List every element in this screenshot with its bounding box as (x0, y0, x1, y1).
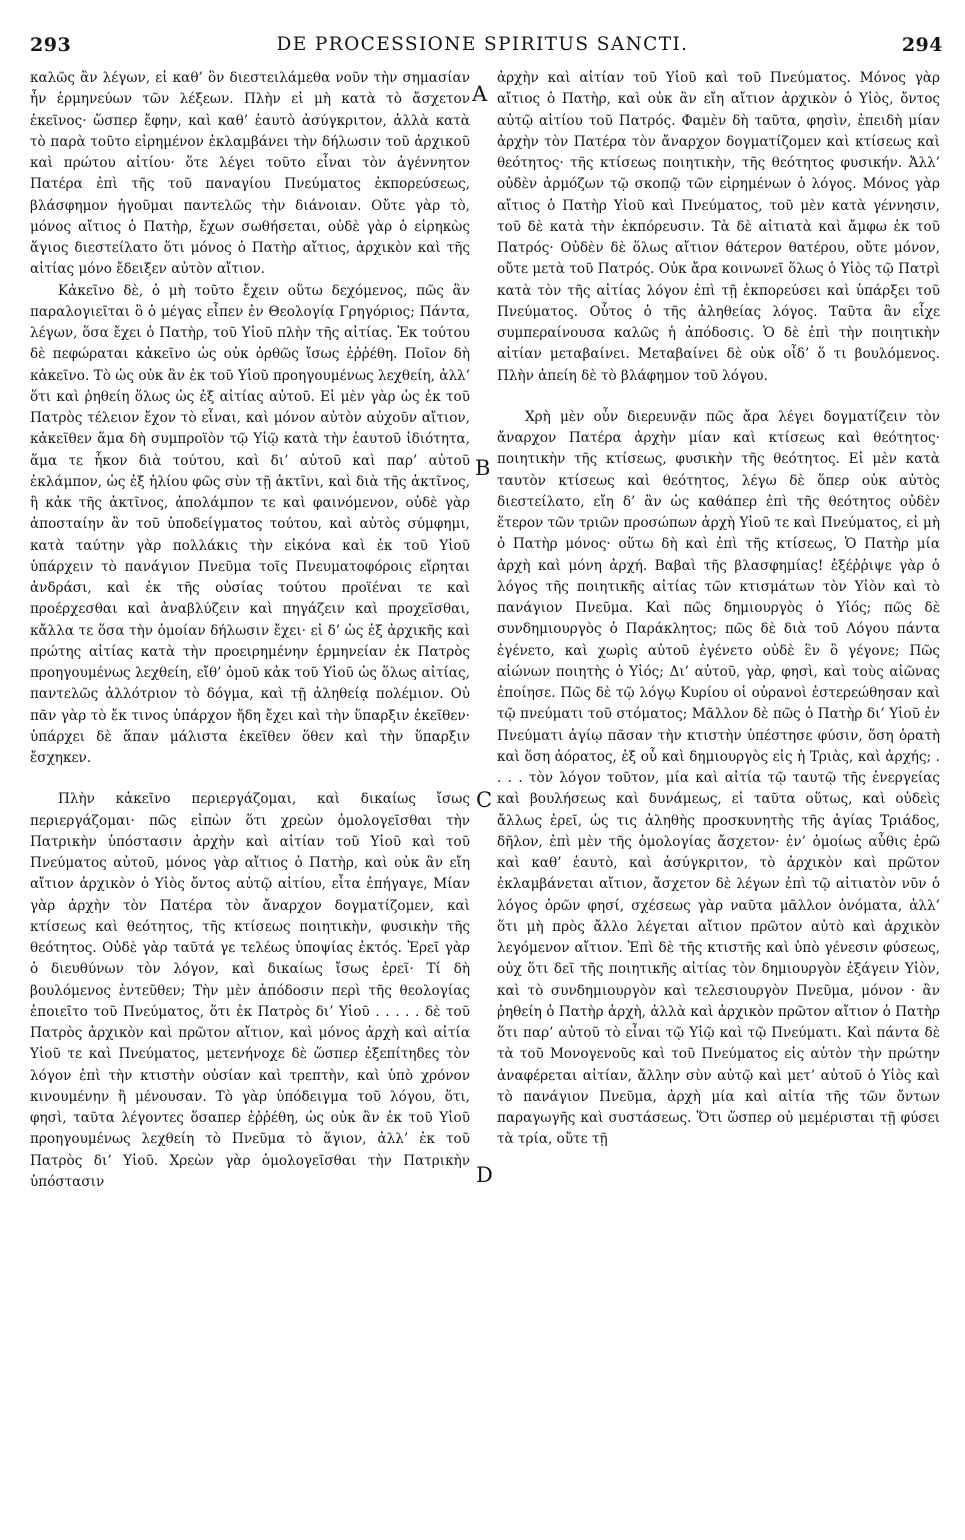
running-header (0, 0, 965, 64)
margin-marker-c: C (476, 788, 493, 812)
left-paragraph-1: καλῶς ἂν λέγων, εἰ καθ’ ὃν διεστειλάμεθα νοῦν τὴν σημασίαν ἦν ἑρμηνεύων τῶν λέξεων. Πλὴν εἰ μὴ κατὰ τὸ ἄσχετον ἐκεῖνος· ὥσπερ ἔφην, καὶ καθ’ ἑαυτὸ ἀσύγκριτον, ἀλλὰ κατὰ τὸ παρὰ τοῦτο εἰρημένον ἐκλαμβάνει τὴν δήλωσιν τοῦ ἀρχικοῦ καὶ πρώτου αἰτίου· ὅτε λέγει τοῦτο εἶναι τὸν ἀγέννητον Πατέρα ἐπὶ τῆς τοῦ παναγίου Πνεύματος ἐκπορεύσεως, βλάσφημον ἡγοῦμαι παντελῶς τὴν διάνοιαν. Οὔτε γὰρ τὸ, μόνος αἴτιος ὁ Πατὴρ, ἔχων σωθήσεται, οὐδὲ γὰρ ὁ εἰρηκὼς ἅγιος διεστείλατο ὅτι μόνος ὁ Πατὴρ αἴτιος, ἀρχικὸν καὶ τῆς αἰτίας μόνο ἔδειξεν αὐτὸν αἴτιον. (30, 70, 470, 278)
running-title: DE PROCESSIONE SPIRITUS SANCTI. (276, 34, 689, 55)
left-page-number: 293 (30, 34, 72, 56)
left-paragraph-3: Πλὴν κἀκεῖνο περιεργάζομαι, καὶ δικαίως ἴσως περιεργάζομαι· πῶς εἰπὼν ὅτι χρεὼν ὁμολογεῖσθαι τὴν Πατρικὴν ὑπόστασιν ἀρχὴν καὶ αἰτίαν τοῦ Υἱοῦ καὶ τοῦ Πνεύματος αὐτοῦ, μόνος γὰρ αἴτιος ὁ Πατὴρ, καὶ οὐκ ἂν εἴη αἴτιον ἀρχικὸν ὁ Υἱὸς ὄντος αὐτῷ αἰτίου, εἶτα ἐπήγαγε, Μίαν γὰρ ἀρχὴν τὸν Πατέρα τὸν ἄναρχον δογματίζομεν, καὶ κτίσεως καὶ θεότητος, τῆς κτίσεως ποιητικὴν, φυσικὴν τῆς θεότητος. Οὐδὲ γὰρ ταῦτά γε τελέως ὑποψίας ἐκτός. Ἐρεῖ γὰρ ὁ διευθύνων τὸν λόγον, καὶ δικαίως ἴσως ἐρεῖ· Τί δὴ βουλόμενος ἐντεῦθεν; Τὴν μὲν ἀπόδοσιν περὶ τῆς θεολογίας ἐποιεῖτο τοῦ Πνεύματος, ὅτι ἐκ Πατρὸς δι’ Υἱοῦ . . . . . δὲ τοῦ Πατρὸς ἀρχικὸν καὶ πρῶτον αἴτιον, καὶ μόνος ἀρχὴ καὶ αἰτία Υἱοῦ τε καὶ Πνεύματος, μετενήνοχε δὲ ὥσπερ ἐξεπίτηδες τὸν λόγον ἐπὶ τὴν κτιστὴν οὐσίαν καὶ τρεπτὴν, καὶ ὑπὸ χρόνον κινουμένην ἢ μένουσαν. Τὸ γὰρ ὑπόδειγμα τοῦ λόγου, ὅτι, φησὶ, ταῦτα λέγοντες ὅσαπερ ἐῤῥέθη, ὡς οὐκ ἂν ἐκ τοῦ Υἱοῦ προηγουμένως λεχθείη τὸ Πνεῦμα τὸ ἅγιον, ἀλλ’ ἐκ τοῦ Πατρὸς δι’ Υἱοῦ. Χρεὼν γὰρ ὁμολογεῖσθαι τὴν Πατρικὴν ὑπόστασιν (30, 791, 470, 1190)
margin-marker-b: B (475, 456, 491, 480)
right-column (497, 68, 940, 1151)
right-paragraph-2: Χρὴ μὲν οὖν διερευνᾷν πῶς ἄρα λέγει δογματίζειν τὸν ἄναρχον Πατέρα ἀρχὴν μίαν καὶ κτίσεως καὶ θεότητος· ποιητικὴν τῆς κτίσεως, φυσικὴν τῆς θεότητος. Εἰ μὲν κατὰ ταυτὸν κτίσεως καὶ θεότητος, λέγω δὲ ὅπερ οὐκ αὐτὸς διεστείλατο, εἴη δ’ ἂν ὡς καθάπερ ἐπὶ τῆς θεότητος οὐδὲν ἕτερον τῶν τριῶν προσώπων ἀρχὴ Υἱοῦ τε καὶ Πνεύματος, εἰ μὴ ὁ Πατὴρ μόνος· οὕτω δὴ καὶ ἐπὶ τῆς κτίσεως, Ὁ Πατὴρ μία ἀρχὴ καὶ μόνη ἀρχή. Βαβαὶ τῆς βλασφημίας! ἐξέῤῥιψε γὰρ ὁ λόγος τῆς ποιητικῆς αἰτίας τῶν κτισμάτων τὸν Υἱὸν καὶ τὸ πανάγιον Πνεῦμα. Καὶ πῶς δημιουργὸς ὁ Υἱός; πῶς δὲ συνδημιουργὸς ὁ Παράκλητος; πῶς δὲ διὰ τοῦ Λόγου πάντα ἐγένετο, καὶ χωρὶς αὐτοῦ ἐγένετο οὐδὲ ἓν ὃ γέγονε; Πῶς αἰώνων ποιητὴς ὁ Υἱός; Δι’ αὐτοῦ, γὰρ, φησὶ, καὶ τοὺς αἰῶνας ἐποίησε. Πῶς δὲ τῷ λόγῳ Κυρίου οἱ οὐρανοὶ ἐστερεώθησαν καὶ τῷ πνεύματι τοῦ στόματος; Μᾶλλον δὲ πῶς ὁ Πατὴρ δι’ Υἱοῦ ἐν Πνεύματι ἁγίῳ πᾶσαν τὴν κτιστὴν ὑπέστησε φύσιν, ὅση ὁρατὴ καὶ ὅση ἀόρατος, ἐξ οὗ καὶ δημιουργὸς εἰς ἡ Τριὰς, καὶ ἀρχής; . . . . τὸν λόγον τοῦτον, μία καὶ αἰτία τῷ ταυτῷ τῆς ἐνεργείας καὶ βουλήσεως καὶ δυνάμεως, εἰ ταῦτα οὕτως, καὶ οὐδεὶς ἄλλως ἐρεῖ, ὡς τις ἀληθὴς προσκυνητὴς τῆς ἁγίας Τριάδος, δῆλον, ἐπὶ μὲν τῆς ὁμολογίας ἄσχετον· ἐν’ ὁμοίως αὖθις ἐρῶ καὶ καθ’ ἑαυτὸ, καὶ ἀσύγκριτον, τὸ ἀρχικὸν καὶ πρῶτον ἐκλαμβάνεται αἴτιον, ἄσχετον δὲ λέγων ἐπὶ τῷ αἰτιατὸν νῦν ὁ λόγος ὁρῶν φησί, σχέσεως γὰρ ναῦτα μᾶλλον ὀνόματα, ἀλλ’ ὅτι μὴ πρὸς ἄλλο λέγεται αἴτιον πρῶτον αὐτὸ καὶ ἀρχικὸν λεγόμενον αἴτιον. Ἐπὶ δὲ τῆς κτιστῆς καὶ ὑπὸ γένεσιν φύσεως, οὐχ ὅτι δεῖ τῆς ποιητικῆς αἰτίας τὸν δημιουργὸν ἐξάγειν Υἱὸν, καὶ τὸ συνδημιουργὸν καὶ τελεσιουργὸν Πνεῦμα, μόνον · ἂν ῥηθείη ὁ Πατὴρ ἀρχὴ, ἀλλὰ καὶ ἀρχικὸν πρῶτον αἴτιον ὁ Πατὴρ ὅτι παρ’ αὐτοῦ τὸ εἶναι τῷ Υἱῷ καὶ τῷ Πνεύματι. Καὶ πάντα δὲ τὰ τοῦ Μονογενοῦς καὶ τοῦ Πνεύματος εἰς αὐτὸν τὴν πρώτην ἀναφέρεται αἰτίαν, ἄλλην σὺν αὐτῷ καὶ μετ’ αὐτοῦ ὁ Υἱὸς καὶ τὸ πανάγιον Πνεῦμα, ἀρχὴ μία καὶ αἰτία τῆς τῶν ὄντων παραγωγῆς καὶ συστάσεως. Ὅτι ὥσπερ οὐ μεμέρισται τῇ φύσει τὰ τρία, οὔτε τῇ (497, 408, 940, 1148)
left-column (30, 68, 470, 1193)
right-paragraph-1: ἀρχὴν καὶ αἰτίαν τοῦ Υἱοῦ καὶ τοῦ Πνεύματος. Μόνος γὰρ αἴτιος ὁ Πατὴρ, καὶ οὐκ ἂν εἴη αἴτιον ἀρχικὸν ὁ Υἱὸς, ὄντος αὐτῷ αἰτίου τοῦ Πατρός. Φαμὲν δὴ ταῦτα, φησὶν, ἐπειδὴ μίαν ἀρχὴν τὸν Πατέρα τὸν ἄναρχον δογματίζομεν καὶ κτίσεως καὶ θεότητος· τῆς κτίσεως ποιητικὴν, τῆς θεότητος φυσικήν. Ἀλλ’ οὐδὲν ἁρμόζων τῷ σκοπῷ τῶν εἰρημένων ὁ λόγος. Μόνος γὰρ αἴτιος ὁ Πατὴρ Υἱοῦ καὶ Πνεύματος, τοῦ μὲν κατὰ γέννησιν, τοῦ δὲ κατὰ τὴν ἐκπόρευσιν. Τὰ δὲ αἰτιατὰ καὶ ἄμφω ἐκ τοῦ Πατρός· Οὐδὲν δὲ ὅλως αἴτιον θάτερον θατέρου, οὔτε μόνον, οὔτε μετὰ τοῦ Πατρός. Οὐκ ἄρα κοινωνεῖ ὅλως ὁ Υἱὸς τῷ Πατρὶ κατὰ τὸν τῆς αἰτίας λόγον ἐπὶ τῇ ἐκπορεύσει καὶ ὑπάρξει τοῦ Πνεύματος. Οὗτος ὁ τῆς ἀληθείας λόγος. Ταῦτα ἂν εἶχε συμπεραίνουσα καλῶς ἡ ἀπόδοσις. Ὁ δὲ ἐπὶ τὴν ποιητικὴν αἰτίαν μεταβαίνει. Μεταβαίνει δὲ οὐκ οἶδ’ ὅ τι βουλόμενος. Πλὴν ἀπείη δὲ τὸ βλάφημον τοῦ λόγου. (497, 70, 940, 384)
left-paragraph-2: Κἀκεῖνο δὲ, ὁ μὴ τοῦτο ἔχειν οὕτω δεχόμενος, πῶς ἂν παραλογιεῖται ὃ ὁ μέγας εἶπεν ἐν Θεολογίᾳ Γρηγόριος; Πάντα, λέγων, ὅσα ἔχει ὁ Πατὴρ, τοῦ Υἱοῦ πλὴν τῆς αἰτίας. Ἐκ τούτου δὲ πεφώραται κἀκεῖνο ὡς οὐκ ὀρθῶς ἴσως ἐῤῥέθη. Ποῖον δὴ κἀκεῖνο. Τὸ ὡς οὐκ ἂν ἐκ τοῦ Υἱοῦ προηγουμένως λεχθείη, ἀλλ’ ὅτι καὶ ῥηθείη ὅλως ὡς ἐξ αἰτίας αὐτοῦ. Εἰ μὲν γὰρ ὡς ἐκ τοῦ Πατρὸς τέλειον ἔχον τὸ εἶναι, καὶ μόνον αὐτὸν αὐχοῦν αἴτιον, κἀκεῖθεν ἅμα δὴ συμπροϊὸν τῷ Υἱῷ κατὰ τὴν ἑαυτοῦ ἰδιότητα, ἅμα τε ἧκον διὰ τούτου, καὶ δι’ αὐτοῦ καὶ παρ’ αὐτοῦ ἐκλάμπον, ὡς ἐξ ἡλίου φῶς σὺν τῇ ἀκτῖνι, καὶ διὰ τῆς ἀκτῖνος, ἢ κἀκ τῆς ἀκτῖνος, ἀπολάμπον τε καὶ φαινόμενον, οὐδὲ γὰρ ἀποσταίην ἂν τοῦ ὑποδείγματος τούτου, καὶ αὐτὸς σύμφημι, κατὰ ταύτην γὰρ πολλάκις τὴν εἰκόνα καὶ ἐκ τοῦ Υἱοῦ ὑπάρχειν τὸ πανάγιον Πνεῦμα τοῖς Πνευματοφόροις εἴρηται ἀνδράσι, καὶ ἐκ τῆς οὐσίας τούτου προϊέναι τε καὶ προέρχεσθαι καὶ ἀναβλύζειν καὶ πηγάζειν καὶ προχεῖσθαι, κἄλλα τε ὅσα τὴν ὁμοίαν δήλωσιν ἔχει· εἰ δ’ ὡς ἐξ ἀρχικῆς καὶ πρώτης αἰτίας κατὰ τὴν προειρημένην ἑρμηνείαν ἐκ Πατρὸς προηγουμένως λεχθείη, εἴθ’ ὁμοῦ κἀκ τοῦ Υἱοῦ ὡς ὅλως αἰτίας, παντελῶς ἀλλότριον τὸ δόγμα, καὶ τῇ ἀληθείᾳ πολέμιον. Οὐ πᾶν γὰρ τὸ ἔκ τινος ὑπάρχον ἤδη ἔχει καὶ τὴν ὕπαρξιν ἐκεῖθεν· ὑπάρχει δὲ ἅπαν μάλιστα ἐκεῖθεν ὅθεν καὶ τὴν ὕπαρξιν ἔσχηκεν. (30, 282, 470, 766)
margin-marker-a: A (472, 82, 488, 106)
margin-marker-d: D (476, 1163, 493, 1187)
right-page-number: 294 (901, 34, 943, 56)
